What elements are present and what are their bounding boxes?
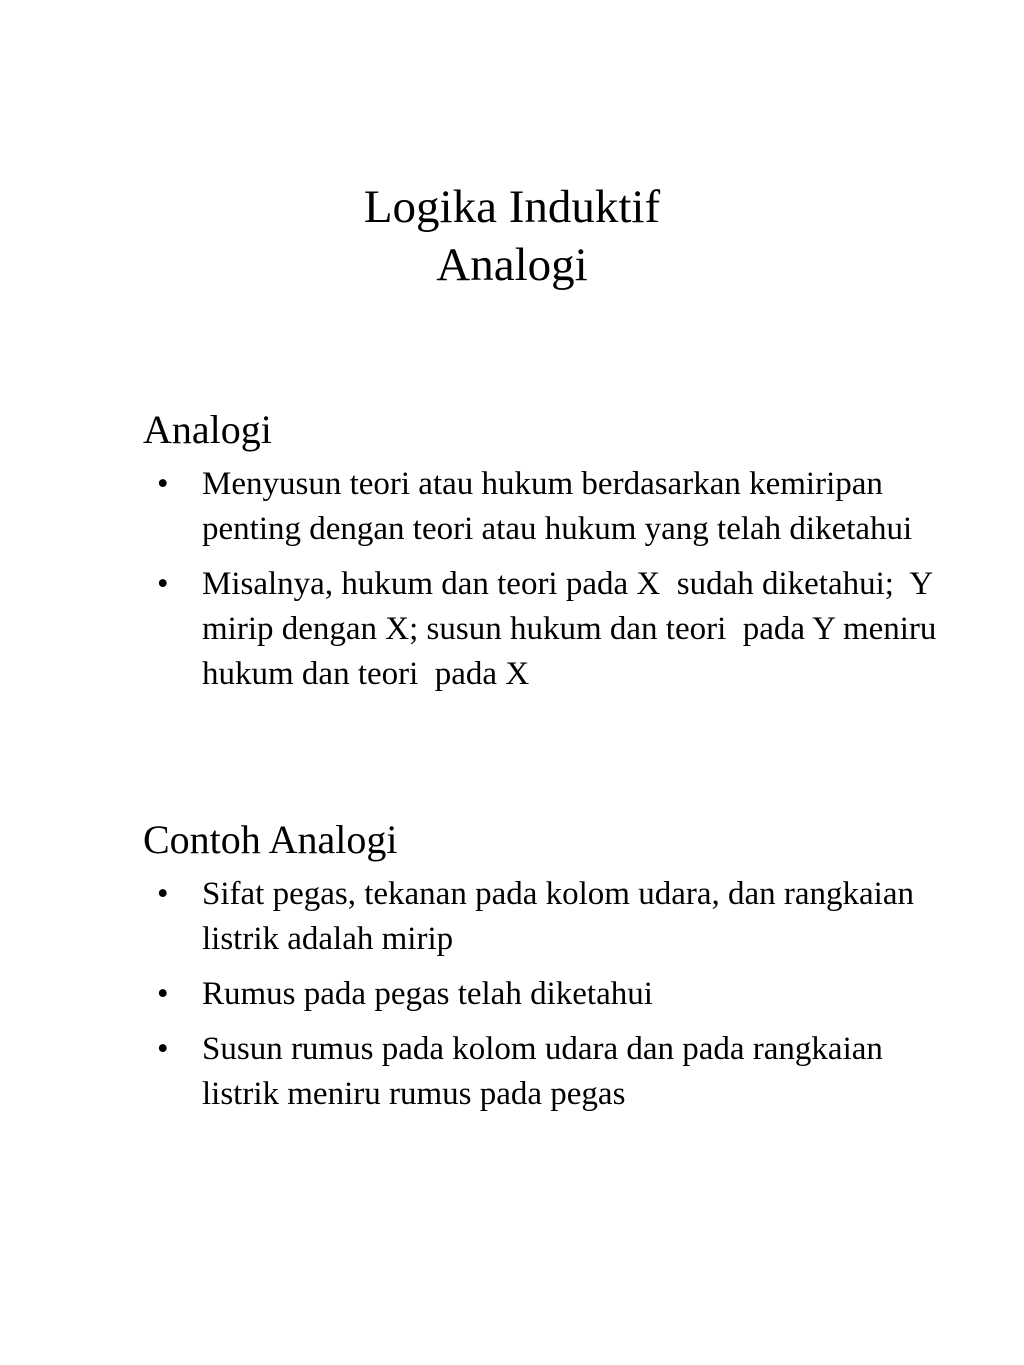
slide-title: [0, 178, 1024, 294]
title-line-2: Analogi: [436, 239, 588, 291]
title-line-1: Logika Induktif: [363, 181, 661, 233]
section-contoh-analogi: [143, 814, 963, 1127]
section-heading: Analogi: [143, 407, 272, 452]
bullet-icon: •: [157, 1031, 169, 1067]
bullet-item: [143, 972, 963, 1017]
bullet-icon: •: [157, 566, 169, 602]
bullet-text: Sifat pegas, tekanan pada kolom udara, dan rangkaian listrik adalah mirip: [202, 876, 923, 957]
bullet-item: [143, 562, 963, 697]
bullet-item: [143, 872, 963, 962]
section-analogi: [143, 404, 963, 707]
section-heading: Contoh Analogi: [143, 817, 398, 862]
bullet-icon: •: [157, 466, 169, 502]
bullet-icon: •: [157, 876, 169, 912]
bullet-text: Rumus pada pegas telah diketahui: [202, 976, 653, 1012]
bullet-list: [143, 462, 963, 697]
bullet-list: [143, 872, 963, 1117]
bullet-text: Misalnya, hukum dan teori pada X sudah diketahui; Y mirip dengan X; susun hukum dan teori pada Y meniru hukum dan teori pada X: [202, 566, 945, 692]
bullet-item: [143, 1027, 963, 1117]
bullet-item: [143, 462, 963, 552]
bullet-text: Susun rumus pada kolom udara dan pada rangkaian listrik meniru rumus pada pegas: [202, 1031, 892, 1112]
bullet-text: Menyusun teori atau hukum berdasarkan kemiripan penting dengan teori atau hukum yang telah diketahui: [202, 466, 913, 547]
bullet-icon: •: [157, 976, 169, 1012]
